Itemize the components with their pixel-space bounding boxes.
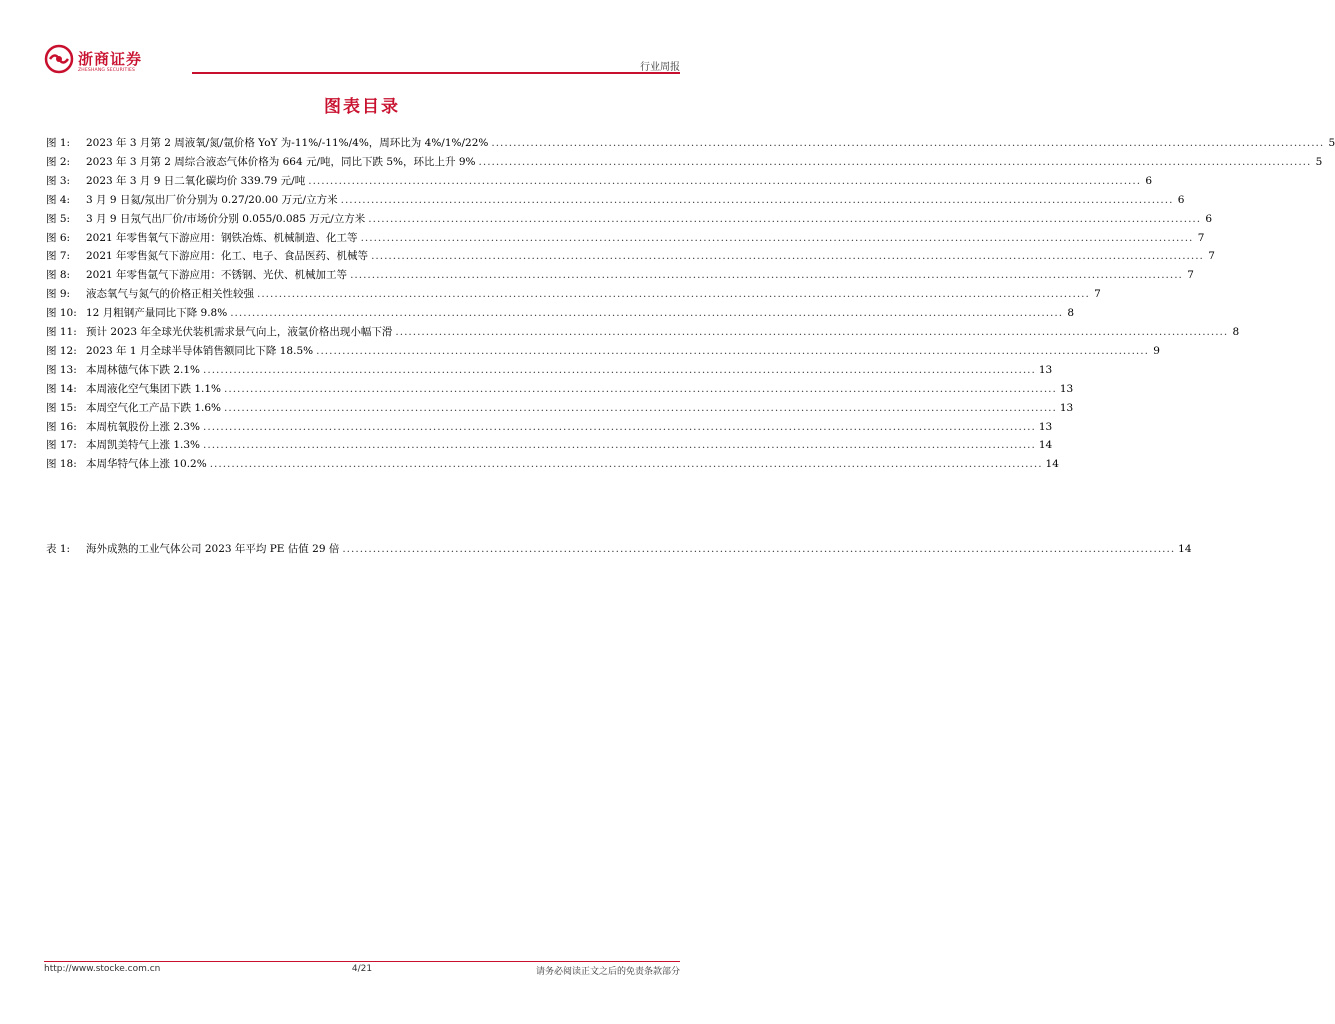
toc-entry-title[interactable]: 2023 年 1 月全球半导体销售额同比下降 18.5% bbox=[86, 344, 314, 357]
toc-entry-page[interactable]: 7 bbox=[1197, 231, 1205, 244]
toc-entry-label: 图 14: bbox=[46, 382, 77, 395]
toc-entry-title[interactable]: 本周凯美特气上涨 1.3% bbox=[86, 439, 201, 452]
toc-entry-label: 图 5: bbox=[46, 212, 71, 225]
toc-entry-title[interactable]: 预计 2023 年全球光伏装机需求景气向上，液氩价格出现小幅下滑 bbox=[86, 326, 393, 338]
toc-entry-label: 图 6: bbox=[46, 231, 71, 244]
toc-entry-page[interactable]: 5 bbox=[1315, 155, 1323, 168]
figure-entry[interactable] bbox=[46, 286, 1101, 304]
toc-entry-title[interactable]: 3 月 9 日氖气出厂价/市场价分别 0.055/0.085 万元/立方米 bbox=[86, 212, 366, 225]
table-entry[interactable] bbox=[46, 541, 1192, 559]
dot-leader bbox=[479, 156, 1312, 168]
dot-leader bbox=[203, 364, 1036, 376]
toc-entry-label: 图 7: bbox=[46, 250, 71, 263]
toc-entry-page[interactable]: 13 bbox=[1038, 420, 1053, 433]
section-label: 行业周报 bbox=[640, 62, 680, 73]
dot-leader bbox=[203, 439, 1036, 451]
toc-entry-title[interactable]: 2023 年 3 月第 2 周综合液态气体价格为 664 元/吨，同比下跌 5%，环比上升 9% bbox=[86, 155, 476, 168]
toc-entry-page[interactable]: 7 bbox=[1094, 288, 1101, 301]
figure-entry[interactable] bbox=[46, 437, 1053, 455]
dot-leader bbox=[371, 250, 1204, 262]
toc-entry-label: 图 8: bbox=[46, 269, 71, 282]
toc-entry-title[interactable]: 本周空气化工产品下跌 1.6% bbox=[86, 401, 222, 414]
dot-leader bbox=[230, 307, 1063, 319]
dot-leader bbox=[361, 232, 1194, 244]
figure-entry[interactable] bbox=[46, 362, 1053, 380]
figure-entry[interactable] bbox=[46, 135, 1335, 153]
figure-entry[interactable] bbox=[46, 267, 1194, 285]
disclaimer-note: 请务必阅读正文之后的免责条款部分 bbox=[535, 967, 680, 977]
toc-entry-title[interactable]: 海外成熟的工业气体公司 2023 年平均 PE 估值 29 倍 bbox=[86, 543, 340, 555]
header-divider bbox=[192, 72, 680, 74]
dot-leader bbox=[257, 288, 1090, 300]
toc-entry-title[interactable]: 2021 年零售氧气下游应用：钢铁冶炼、机械制造、化工等 bbox=[86, 231, 358, 244]
toc-entry-page[interactable]: 7 bbox=[1208, 250, 1215, 263]
toc-entry-label: 图 16: bbox=[46, 420, 77, 433]
toc-entry-page[interactable]: 5 bbox=[1328, 137, 1335, 149]
toc-entry-page[interactable]: 6 bbox=[1177, 193, 1185, 206]
toc-entry-page[interactable]: 8 bbox=[1232, 326, 1240, 338]
figure-entry[interactable] bbox=[46, 381, 1074, 399]
toc-entry-label: 图 9: bbox=[46, 288, 71, 301]
toc-entry-page[interactable]: 14 bbox=[1038, 439, 1053, 452]
toc-entry-page[interactable]: 13 bbox=[1059, 382, 1074, 395]
footer-url[interactable]: http://www.stocke.com.cn bbox=[44, 964, 161, 974]
figure-entry[interactable] bbox=[46, 211, 1213, 229]
dot-leader bbox=[316, 345, 1149, 357]
toc-entry-label: 表 1: bbox=[46, 543, 71, 555]
toc-entry-page[interactable]: 9 bbox=[1153, 344, 1160, 357]
dot-leader bbox=[224, 402, 1057, 414]
dot-leader bbox=[308, 175, 1141, 187]
toc-entry-page[interactable]: 7 bbox=[1187, 269, 1194, 282]
toc-entry-label: 图 17: bbox=[46, 439, 77, 452]
figure-entry[interactable] bbox=[46, 192, 1185, 210]
figure-entry[interactable] bbox=[46, 324, 1240, 342]
brand-mark-icon bbox=[44, 44, 74, 74]
figure-entry[interactable] bbox=[46, 154, 1323, 172]
dot-leader bbox=[341, 194, 1174, 206]
figure-entry[interactable] bbox=[46, 400, 1074, 418]
figure-entry[interactable] bbox=[46, 456, 1059, 474]
dot-leader bbox=[224, 383, 1057, 395]
dot-leader bbox=[350, 269, 1183, 281]
toc-entry-label: 图 15: bbox=[46, 401, 77, 414]
toc-entry-page[interactable]: 14 bbox=[1045, 458, 1059, 471]
dot-leader bbox=[203, 421, 1036, 433]
toc-entry-title[interactable]: 2021 年零售氮气下游应用：化工、电子、食品医药、机械等 bbox=[86, 250, 369, 263]
dot-leader bbox=[210, 458, 1043, 470]
footer-divider bbox=[44, 961, 680, 962]
figure-entry[interactable] bbox=[46, 343, 1160, 361]
brand-name-cn: 浙商证券 bbox=[78, 50, 143, 68]
figure-entry[interactable] bbox=[46, 173, 1153, 191]
toc-entry-label: 图 1: bbox=[46, 137, 71, 149]
toc-entry-title[interactable]: 3 月 9 日氦/氖出厂价分别为 0.27/20.00 万元/立方米 bbox=[86, 193, 338, 206]
toc-entry-label: 图 4: bbox=[46, 193, 71, 206]
toc-entry-title[interactable]: 本周杭氧股份上涨 2.3% bbox=[86, 420, 201, 433]
toc-entry-label: 图 13: bbox=[46, 363, 77, 376]
brand-name-en: ZHESHANG SECURITIES bbox=[78, 68, 136, 73]
toc-entry-title[interactable]: 12 月粗钢产量同比下降 9.8% bbox=[86, 307, 228, 320]
page-header bbox=[44, 42, 680, 76]
toc-entry-label: 图 18: bbox=[46, 458, 77, 471]
figure-entry[interactable] bbox=[46, 419, 1053, 437]
toc-entry-page[interactable]: 8 bbox=[1067, 307, 1075, 320]
toc-entry-page[interactable]: 13 bbox=[1059, 401, 1074, 414]
dot-leader bbox=[342, 543, 1175, 555]
dot-leader bbox=[395, 326, 1228, 338]
toc-entry-label: 图 10: bbox=[46, 307, 77, 320]
toc-entry-label: 图 12: bbox=[46, 344, 77, 357]
toc-entry-page[interactable]: 6 bbox=[1205, 212, 1213, 225]
figure-entry[interactable] bbox=[46, 230, 1205, 248]
toc-entry-page[interactable]: 6 bbox=[1145, 174, 1153, 187]
toc-entry-title[interactable]: 液态氧气与氮气的价格正相关性较强 bbox=[86, 288, 254, 301]
toc-entry-title[interactable]: 2023 年 3 月第 2 周液氧/氮/氩价格 YoY 为-11%/-11%/4%，周环比为 4%/1%/22% bbox=[86, 137, 489, 149]
toc-entry-title[interactable]: 2021 年零售氩气下游应用：不锈钢、光伏、机械加工等 bbox=[86, 269, 348, 282]
toc-entry-page[interactable]: 13 bbox=[1038, 363, 1053, 376]
page-title: 图表目录 bbox=[324, 97, 400, 117]
toc-entry-title[interactable]: 本周液化空气集团下跌 1.1% bbox=[86, 382, 222, 395]
dot-leader bbox=[368, 213, 1201, 225]
toc-entry-label: 图 2: bbox=[46, 155, 71, 168]
toc-entry-title[interactable]: 本周林德气体下跌 2.1% bbox=[86, 363, 201, 376]
figure-entry[interactable] bbox=[46, 305, 1075, 323]
toc-entry-title[interactable]: 2023 年 3 月 9 日二氧化碳均价 339.79 元/吨 bbox=[86, 174, 306, 187]
toc-entry-title[interactable]: 本周华特气体上涨 10.2% bbox=[86, 458, 207, 471]
page-number: 4/21 bbox=[351, 964, 373, 974]
toc-entry-label: 图 3: bbox=[46, 174, 71, 187]
figure-entry[interactable] bbox=[46, 248, 1215, 266]
dot-leader bbox=[491, 137, 1324, 149]
toc-entry-page[interactable]: 14 bbox=[1178, 543, 1192, 555]
toc-entry-label: 图 11: bbox=[46, 326, 77, 338]
brand-logo bbox=[44, 44, 164, 76]
